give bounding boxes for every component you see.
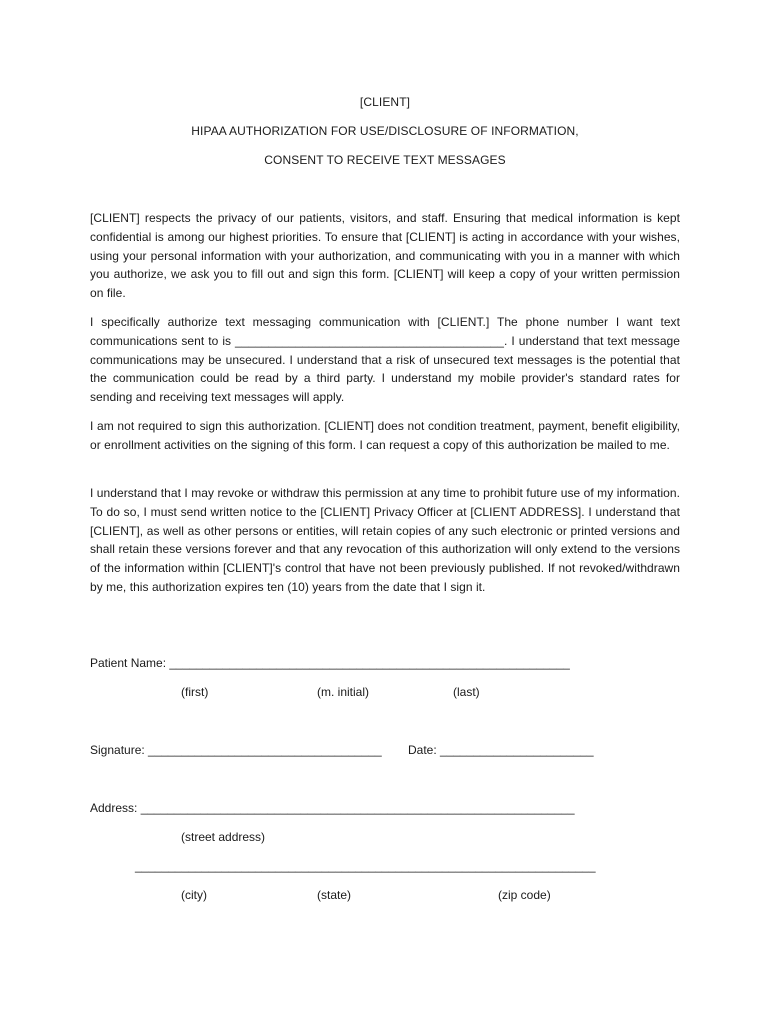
address-field[interactable]: Address: _________________________________________________________________ xyxy=(90,801,575,815)
first-name-label: (first) xyxy=(181,685,209,699)
street-address-label: (street address) xyxy=(181,830,266,844)
text-messaging-paragraph: I specifically authorize text messaging communication with [CLIENT.] The phone number I want text communications sent to is ________________________________________. I understand that text message communications may be unsecured. I understand that a risk of unsecured text messages is the potential that the communication could be read by a third party. I understand my mobile provider's standard rates for sending and receiving text messages will apply. xyxy=(90,315,680,405)
revocation-paragraph: I understand that I may revoke or withdraw this permission at any time to prohibit future use of my information. To do so, I must send written notice to the [CLIENT] Privacy Officer at [CLIENT ADDRESS]. I understand that [CLIENT], as well as other persons or entities, will retain copies of any such electronic or printed versions and shall retain these versions forever and that any revocation of this authorization will only extend to the versions of the information within [CLIENT]'s control that have not been previously published. If not revoked/withdrawn by me, this authorization expires ten (10) years from the date that I sign it. xyxy=(90,486,680,594)
date-field[interactable]: Date: _______________________ xyxy=(408,743,594,757)
zip-code-label: (zip code) xyxy=(498,888,551,902)
patient-name-field[interactable]: Patient Name: ____________________________________________________________ xyxy=(90,656,570,670)
city-label: (city) xyxy=(181,888,207,902)
privacy-paragraph: [CLIENT] respects the privacy of our patients, visitors, and staff. Ensuring that medical information is kept confidential is among our highest priorities. To ensure that [CLIENT] is acting in accordance with your wishes, using your personal information with your authorization, and communicating with you in a manner with which you authorize, we ask you to fill out and sign this form. [CLIENT] will keep a copy of your written permission on file. xyxy=(90,211,680,301)
middle-initial-label: (m. initial) xyxy=(317,685,370,699)
signature-field[interactable]: Signature: ___________________________________ xyxy=(90,743,382,757)
address-line-2-field[interactable]: _____________________________________________________________________ xyxy=(135,859,596,873)
document-title: HIPAA AUTHORIZATION FOR USE/DISCLOSURE OF INFORMATION, xyxy=(191,124,579,138)
client-heading: [CLIENT] xyxy=(359,95,411,109)
last-name-label: (last) xyxy=(453,685,480,699)
not-required-paragraph: I am not required to sign this authorization. [CLIENT] does not condition treatment, payment, benefit eligibility, or enrollment activities on the signing of this form. I can request a copy of this authorization be mailed to me. xyxy=(90,419,680,452)
document-subtitle: CONSENT TO RECEIVE TEXT MESSAGES xyxy=(264,153,506,167)
state-label: (state) xyxy=(317,888,352,902)
